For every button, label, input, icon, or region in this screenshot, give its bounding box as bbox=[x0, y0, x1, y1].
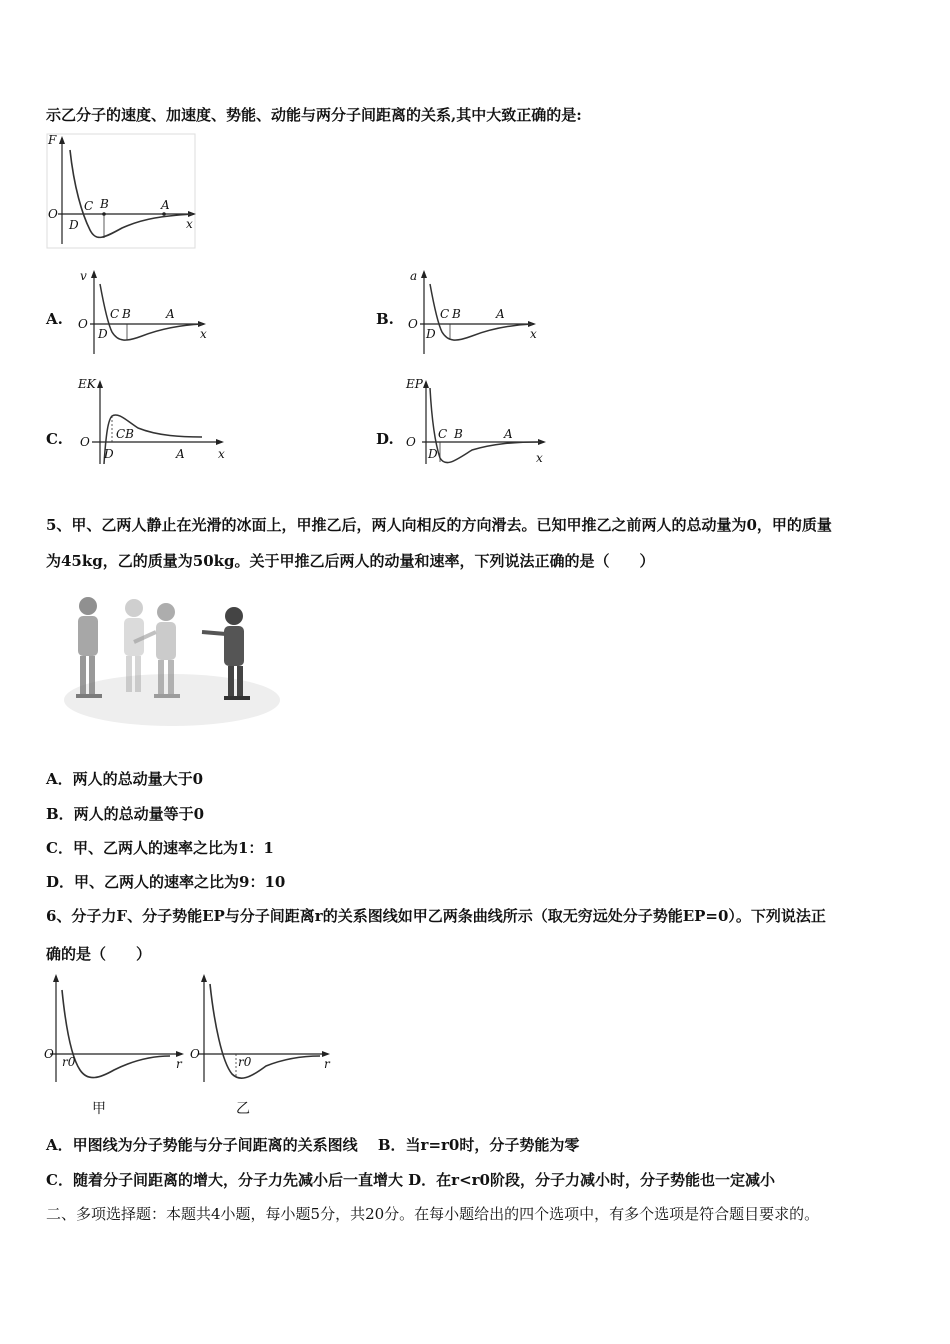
q4-option-d-letter: D. bbox=[376, 430, 394, 448]
q4-a-point-b: B bbox=[122, 307, 131, 321]
q4-d-x-label: x bbox=[536, 451, 543, 465]
q6-caption-yi: 乙 bbox=[236, 1101, 250, 1117]
q4-a-point-d: D bbox=[98, 327, 108, 341]
q4-main-x-label: x bbox=[186, 217, 193, 231]
q6-graph-yi bbox=[186, 970, 336, 1120]
q5-line2: 为45kg，乙的质量为50kg。关于甲推乙后两人的动量和速率，下列说法正确的是（ ） bbox=[46, 552, 655, 570]
q4-d-point-a: A bbox=[504, 427, 513, 441]
q4-b-point-c: C bbox=[440, 307, 450, 321]
q5-option-b: B．两人的总动量等于0 bbox=[46, 805, 205, 823]
q4-b-y-label: a bbox=[410, 269, 418, 283]
q5-option-a: A．两人的总动量大于0 bbox=[46, 770, 204, 788]
q4-c-x-label: x bbox=[218, 447, 225, 461]
q6-jia-r0: r0 bbox=[62, 1055, 76, 1069]
q6-jia-origin: O bbox=[44, 1047, 54, 1061]
q4-main-point-b: B bbox=[100, 197, 109, 211]
q4-c-origin: O bbox=[80, 435, 90, 449]
q4-a-x-label: x bbox=[200, 327, 207, 341]
q5-option-c: C．甲、乙两人的速率之比为1：1 bbox=[46, 839, 274, 857]
q4-a-y-label: v bbox=[80, 269, 87, 283]
q4-a-origin: O bbox=[78, 317, 88, 331]
q6-caption-jia: 甲 bbox=[92, 1101, 106, 1117]
q4-c-point-a: A bbox=[176, 447, 185, 461]
q4-option-a-letter: A. bbox=[46, 310, 63, 328]
q4-a-point-a: A bbox=[166, 307, 175, 321]
q4-d-y-label: EP bbox=[406, 377, 423, 391]
q6-line1: 6、分子力F、分子势能EP与分子间距离r的关系图线如甲乙两条曲线所示（取无穷远处分子势能EP=0）。下列说法正 bbox=[46, 907, 826, 925]
q4-force-graph bbox=[44, 132, 204, 252]
q6-options-row2: C．随着分子间距离的增大，分子力先减小后一直增大 D．在r<r0阶段，分子力减小时，分子势能也一定减小 bbox=[46, 1171, 775, 1189]
q4-d-point-b: B bbox=[454, 427, 463, 441]
q4-c-point-d: D bbox=[104, 447, 114, 461]
q4-option-d-graph bbox=[402, 374, 552, 466]
q4-b-point-a: A bbox=[496, 307, 505, 321]
q6-yi-r: r bbox=[324, 1057, 330, 1071]
q4-b-x-label: x bbox=[530, 327, 537, 341]
q4-b-point-b: B bbox=[452, 307, 461, 321]
q4-option-b-graph bbox=[402, 266, 542, 358]
q4-d-point-d: D bbox=[428, 447, 438, 461]
q6-jia-r: r bbox=[176, 1057, 182, 1071]
skaters-illustration bbox=[62, 584, 282, 728]
q4-b-origin: O bbox=[408, 317, 418, 331]
q4-a-point-c: C bbox=[110, 307, 120, 321]
q4-main-point-a: A bbox=[161, 198, 170, 212]
section-2-heading: 二、多项选择题：本题共4小题，每小题5分，共20分。在每小题给出的四个选项中，有多个选项是符合题目要求的。 bbox=[46, 1205, 820, 1223]
q4-main-origin: O bbox=[48, 207, 58, 221]
q6-yi-origin: O bbox=[190, 1047, 200, 1061]
q4-c-point-cb: CB bbox=[116, 427, 134, 441]
q4-d-origin: O bbox=[406, 435, 416, 449]
q4-main-point-d: D bbox=[69, 218, 79, 232]
q6-yi-r0: r0 bbox=[238, 1055, 252, 1069]
q4-option-a-graph bbox=[72, 266, 212, 358]
q6-options-row1: A．甲图线为分子势能与分子间距离的关系图线 B．当r=r0时，分子势能为零 bbox=[46, 1136, 580, 1154]
q4-main-point-c: C bbox=[84, 199, 94, 213]
q4-option-c-graph bbox=[72, 374, 232, 466]
q4-intro: 示乙分子的速度、加速度、势能、动能与两分子间距离的关系,其中大致正确的是: bbox=[46, 106, 582, 124]
q5-line1: 5、甲、乙两人静止在光滑的冰面上，甲推乙后，两人向相反的方向滑去。已知甲推乙之前两人的总动量为0，甲的质量 bbox=[46, 516, 832, 534]
q4-option-c-letter: C. bbox=[46, 430, 63, 448]
q5-option-d: D．甲、乙两人的速率之比为9：10 bbox=[46, 873, 286, 891]
q4-main-y-label: F bbox=[48, 133, 57, 147]
q6-line2: 确的是（ ） bbox=[46, 945, 152, 963]
q4-option-b-letter: B. bbox=[376, 310, 394, 328]
q4-c-y-label: EK bbox=[78, 377, 96, 391]
q4-d-point-c: C bbox=[438, 427, 448, 441]
q6-graph-jia bbox=[42, 970, 190, 1120]
q4-b-point-d: D bbox=[426, 327, 436, 341]
